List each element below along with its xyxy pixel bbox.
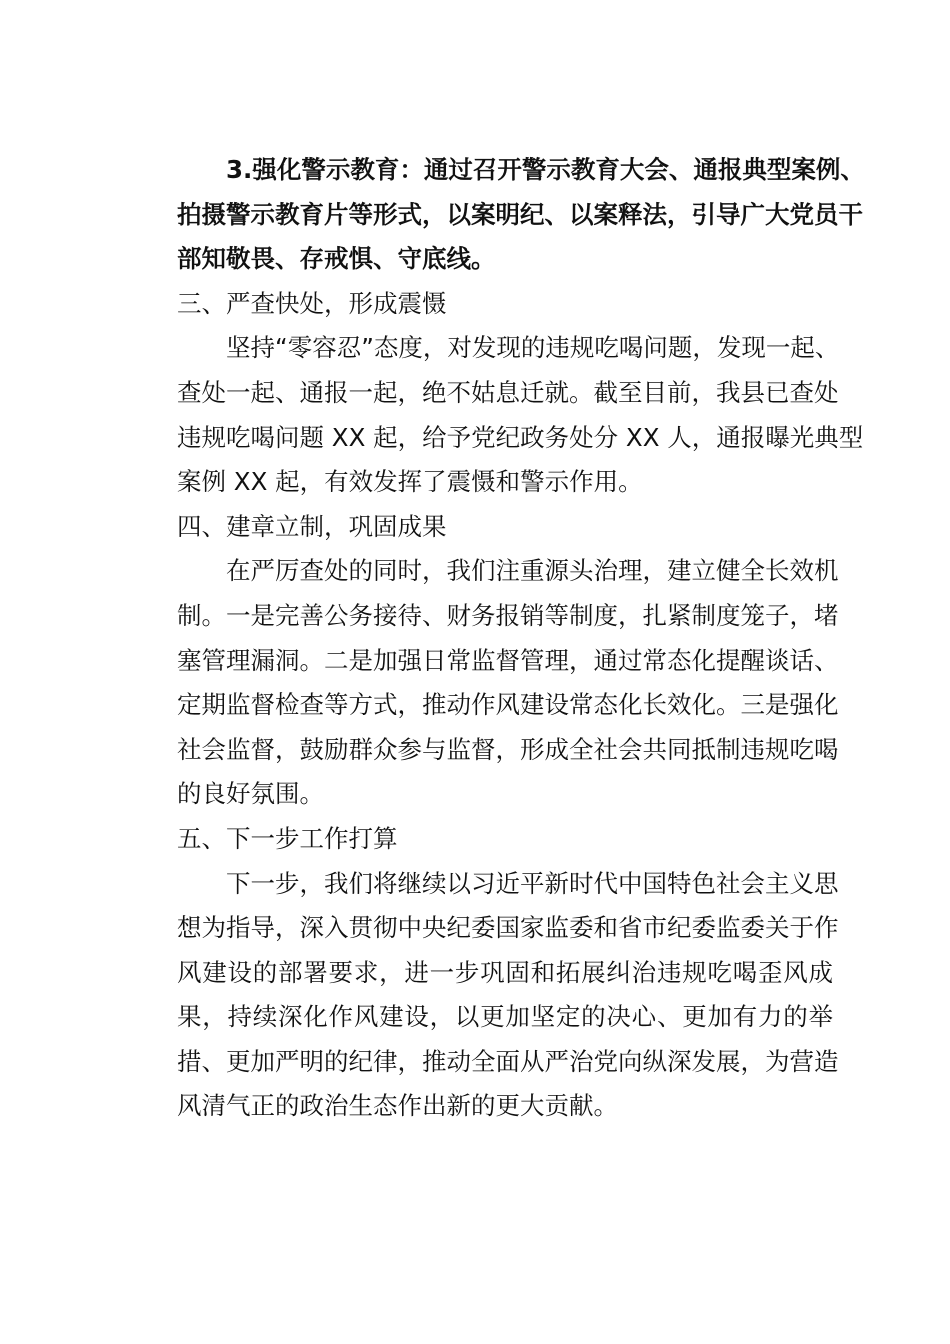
text-line: 塞管理漏洞。二是加强日常监督管理，通过常态化提醒谈话、 [177,645,839,675]
text-line: 风清气正的政治生态作出新的更大贡献。 [177,1091,618,1121]
text-line: 部知敬畏、存戒惧、守底线。 [177,244,496,274]
text-line: 在严厉查处的同时，我们注重源头治理，建立健全长效机 [226,556,839,586]
text-line: 制。一是完善公务接待、财务报销等制度，扎紧制度笼子，堵 [177,600,839,630]
section-heading: 四、建章立制，巩固成果 [177,511,447,541]
section-heading: 三、严查快处，形成震慑 [177,288,447,318]
text-line: 想为指导，深入贯彻中央纪委国家监委和省市纪委监委关于作 [177,913,839,943]
text-line: 违规吃喝问题 XX 起，给予党纪政务处分 XX 人，通报曝光典型 [177,422,864,452]
text-line: 的良好氛围。 [177,779,324,809]
text-line: 下一步，我们将继续以习近平新时代中国特色社会主义思 [226,868,839,898]
text-line: 3.强化警示教育：通过召开警示教育大会、通报典型案例、 [226,155,865,184]
bold-item-paragraph [128,148,865,282]
text-line: 措、更加严明的纪律，推动全面从严治党向纵深发展，为营造 [177,1046,839,1076]
text-line: 风建设的部署要求，进一步巩固和拓展纠治违规吃喝歪风成 [177,957,833,987]
text-line: 果，持续深化作风建设，以更加坚定的决心、更加有力的举 [177,1002,833,1032]
body-paragraph [128,862,839,1130]
text-line: 定期监督检查等方式，推动作风建设常态化长效化。三是强化 [177,690,839,720]
document-page [128,148,865,1129]
section-heading: 五、下一步工作打算 [177,823,398,853]
body-paragraph [128,549,839,817]
text-line: 查处一起、通报一起，绝不姑息迁就。截至目前，我县已查处 [177,377,839,407]
text-line: 案例 XX 起，有效发挥了震慑和警示作用。 [177,467,643,497]
text-line: 坚持“零容忍”态度，对发现的违规吃喝问题，发现一起、 [226,333,840,363]
text-line: 拍摄警示教育片等形式，以案明纪、以案释法，引导广大党员干 [177,199,863,229]
body-paragraph [128,326,864,504]
text-line: 社会监督，鼓励群众参与监督，形成全社会共同抵制违规吃喝 [177,734,839,764]
